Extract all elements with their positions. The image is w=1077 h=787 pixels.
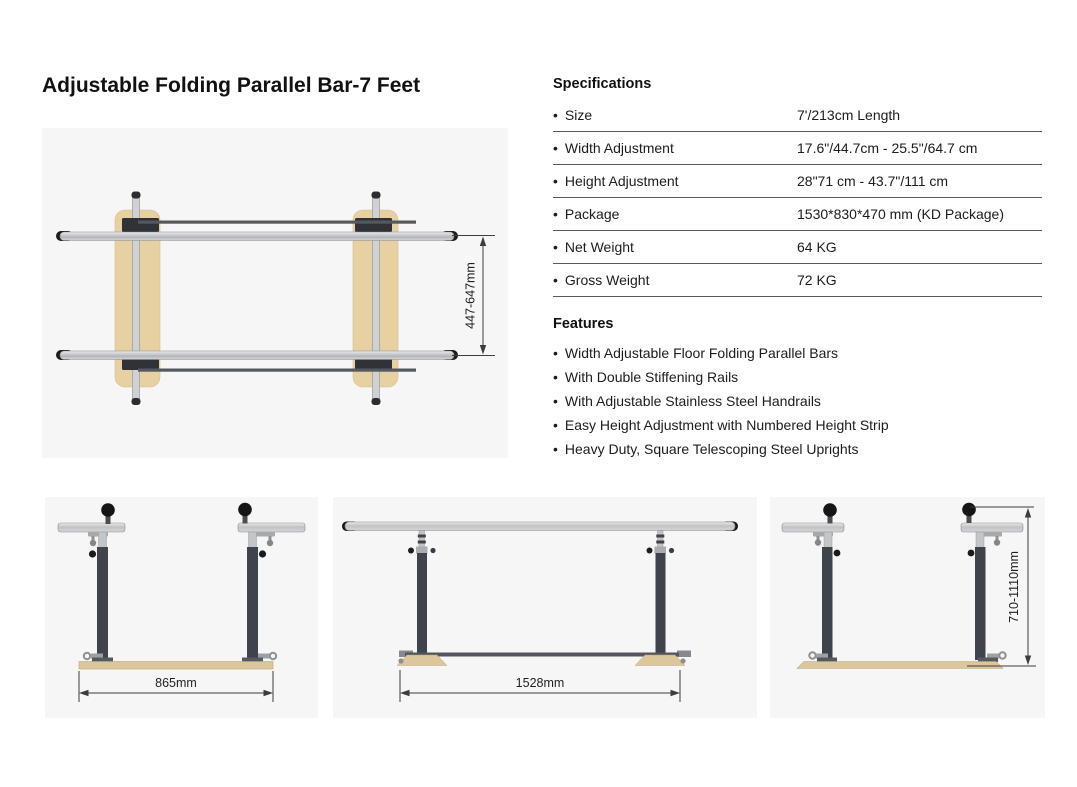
handrail-bottom xyxy=(60,351,454,360)
ball-knob xyxy=(962,503,976,517)
tube-cap xyxy=(372,398,381,405)
end-view-height-drawing xyxy=(770,497,1045,718)
spec-value: 28"71 cm - 43.7"/111 cm xyxy=(797,173,949,189)
feature-item: • Easy Height Adjustment with Numbered Height Strip xyxy=(553,413,1058,437)
height-collar xyxy=(656,541,664,544)
height-collar xyxy=(656,535,664,538)
height-adjust-knob xyxy=(647,548,653,554)
specifications-table xyxy=(553,99,1042,297)
features-section xyxy=(553,316,1058,461)
spec-value: 17.6"/44.7cm - 25.5"/64.7 cm xyxy=(797,140,978,156)
stiffening-rail-bottom xyxy=(138,369,416,372)
base-eyelet xyxy=(84,653,90,659)
telescoping-tube xyxy=(99,532,107,548)
clamp-block xyxy=(416,547,428,554)
telescoping-tube xyxy=(976,532,984,548)
rail-clamp xyxy=(982,532,1002,537)
spec-row-net-weight xyxy=(553,231,1042,264)
height-adjust-knob xyxy=(669,548,674,553)
handrail xyxy=(345,522,735,531)
telescoping-tube xyxy=(249,532,257,548)
spec-row-size xyxy=(553,99,1042,132)
height-adjust-knob xyxy=(259,550,266,557)
spec-row-width-adjustment xyxy=(553,132,1042,165)
page-title: Adjustable Folding Parallel Bar-7 Feet xyxy=(42,74,421,97)
base-eyelet xyxy=(809,652,815,658)
height-adjust-knob xyxy=(834,550,841,557)
height-collar xyxy=(418,535,426,538)
features-list xyxy=(553,341,1058,461)
dimension-arrow-left xyxy=(79,690,89,696)
rail-length-dimension-label: 1528mm xyxy=(515,676,565,690)
clamp-knob xyxy=(267,540,273,546)
dimension-arrow-up xyxy=(1025,508,1031,518)
specifications-section xyxy=(553,76,1042,297)
height-adjust-knob xyxy=(430,548,435,553)
clamp-knob xyxy=(994,539,1000,545)
tube-cap xyxy=(132,192,141,199)
spec-row-height-adjustment xyxy=(553,165,1042,198)
dimension-arrow-left xyxy=(400,690,410,696)
specifications-heading: Specifications xyxy=(553,76,652,92)
hinge-bracket xyxy=(122,218,159,232)
handrail-top xyxy=(60,232,454,241)
base-eyelet xyxy=(270,653,276,659)
height-adjust-knob xyxy=(968,550,975,557)
spec-row-gross-weight xyxy=(553,264,1042,297)
wood-base-plank xyxy=(797,662,1003,669)
spec-value: 72 KG xyxy=(797,272,837,288)
caster-knob xyxy=(680,658,685,663)
spec-label: • Height Adjustment xyxy=(553,173,679,189)
features-heading: Features xyxy=(553,316,614,332)
caster-knob xyxy=(398,658,403,663)
width-dimension-label: 447-647mm xyxy=(463,262,478,329)
upright-right xyxy=(247,547,258,660)
stiffening-rail-top xyxy=(138,221,416,224)
height-collar xyxy=(418,541,426,544)
spec-label: • Width Adjustment xyxy=(553,140,674,156)
telescoping-tube xyxy=(824,532,832,548)
ball-knob xyxy=(101,503,115,517)
dimension-arrow-down xyxy=(480,345,486,355)
wood-base-plank xyxy=(79,662,273,670)
side-view-length-panel xyxy=(333,497,757,718)
base-eyelet xyxy=(999,652,1005,658)
upright-left xyxy=(417,553,427,655)
tube-cap xyxy=(372,192,381,199)
base-width-dimension-label: 865mm xyxy=(155,676,197,690)
handrail-end xyxy=(238,523,305,532)
dimension-arrow-right xyxy=(671,690,681,696)
feature-item: • Width Adjustable Floor Folding Parallel Bars xyxy=(553,341,1058,365)
spec-row-package xyxy=(553,198,1042,231)
dimension-arrow-up xyxy=(480,237,486,247)
spec-label: • Package xyxy=(553,206,619,222)
spec-label: • Gross Weight xyxy=(553,272,649,288)
handrail-end xyxy=(961,523,1023,532)
clamp-knob xyxy=(90,540,96,546)
ball-knob xyxy=(238,503,252,517)
rail-clamp xyxy=(255,532,275,537)
spec-label: • Size xyxy=(553,107,592,123)
feature-item: • Heavy Duty, Square Telescoping Steel Uprights xyxy=(553,437,1058,461)
handrail-end xyxy=(782,523,844,532)
spec-value: 1530*830*470 mm (KD Package) xyxy=(797,206,1005,222)
dimension-arrow-right xyxy=(264,690,274,696)
upright-right xyxy=(656,553,666,655)
spec-value: 64 KG xyxy=(797,239,837,255)
clamp-block xyxy=(655,547,667,554)
lower-stiffening-rail xyxy=(405,653,679,657)
dimension-arrow-down xyxy=(1025,656,1031,666)
feature-item: • With Double Stiffening Rails xyxy=(553,365,1058,389)
height-adjust-knob xyxy=(89,550,96,557)
clamp-knob xyxy=(815,539,821,545)
spec-label: • Net Weight xyxy=(553,239,634,255)
upright-right xyxy=(975,547,986,660)
feature-item: • With Adjustable Stainless Steel Handrails xyxy=(553,389,1058,413)
side-view-length-drawing xyxy=(333,497,757,718)
height-dimension-label: 710-1110mm xyxy=(1007,551,1021,623)
tube-cap xyxy=(132,398,141,405)
end-view-width-panel xyxy=(45,497,318,718)
spec-value: 7'/213cm Length xyxy=(797,107,901,123)
top-view-diagram-panel xyxy=(42,128,508,458)
upright-left xyxy=(822,547,833,660)
ball-knob xyxy=(823,503,837,517)
upright-left xyxy=(97,547,108,660)
height-adjust-knob xyxy=(408,548,414,554)
handrail-end xyxy=(58,523,125,532)
end-view-height-panel xyxy=(770,497,1045,718)
end-view-width-drawing xyxy=(45,497,318,718)
rail-connector xyxy=(677,651,691,658)
hinge-bracket xyxy=(355,218,392,232)
top-view-drawing xyxy=(42,128,508,458)
